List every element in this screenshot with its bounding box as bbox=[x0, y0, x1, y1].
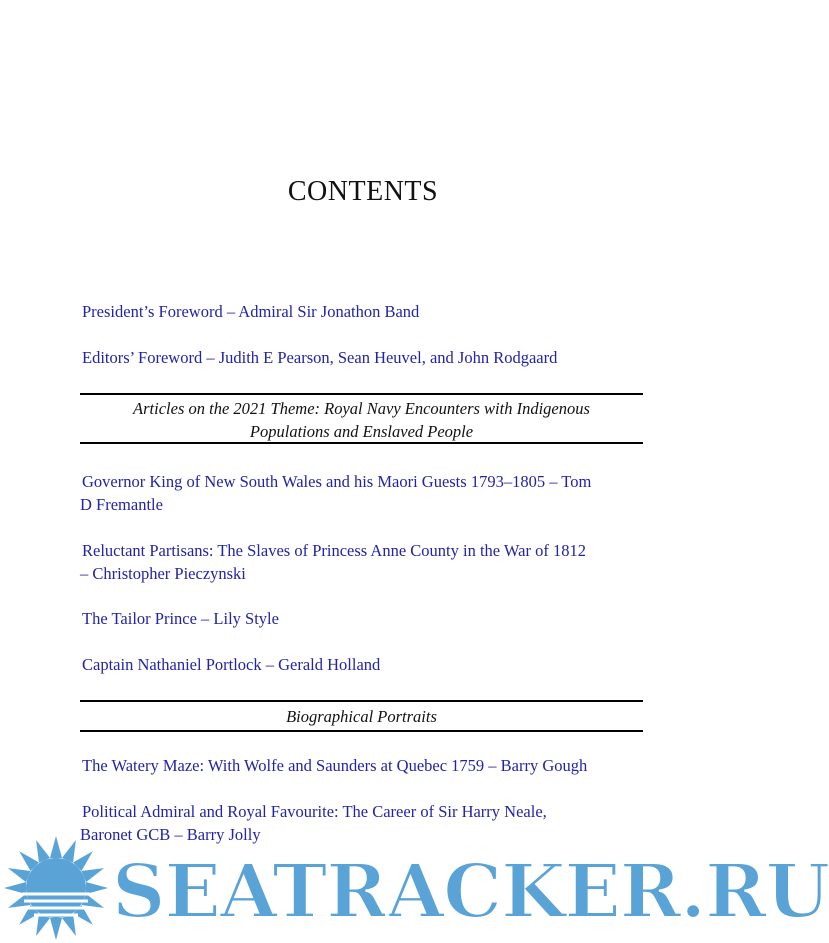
toc-entry-text-cont: Baronet GCB – Barry Jolly bbox=[80, 825, 261, 844]
toc-entry-tailor-prince[interactable] bbox=[80, 607, 645, 630]
page-title: CONTENTS bbox=[287, 176, 439, 207]
toc-entry-text: Editors’ Foreword – Judith E Pearson, Sean Heuvel, and John Rodgaard bbox=[82, 348, 558, 367]
section-header-biographical-portraits bbox=[80, 700, 643, 732]
toc-entry-text: Captain Nathaniel Portlock – Gerald Holland bbox=[82, 655, 381, 674]
toc-entry-editors-foreword[interactable] bbox=[80, 346, 645, 369]
toc-entry-governor-king[interactable] bbox=[80, 470, 645, 516]
toc-entry-text-cont: D Fremantle bbox=[80, 495, 163, 514]
sun-icon bbox=[4, 836, 108, 940]
toc-entry-reluctant-partisans[interactable] bbox=[80, 539, 645, 585]
toc-entry-text-cont: – Christopher Pieczynski bbox=[80, 564, 246, 583]
toc-entry-text: The Watery Maze: With Wolfe and Saunders at Quebec 1759 – Barry Gough bbox=[82, 756, 588, 775]
section-header-line: Populations and Enslaved People bbox=[249, 422, 474, 441]
toc-entry-presidents-foreword[interactable] bbox=[80, 300, 645, 323]
toc-entry-text: Political Admiral and Royal Favourite: The Career of Sir Harry Neale, bbox=[82, 802, 547, 821]
toc-entry-text: President’s Foreword – Admiral Sir Jonathon Band bbox=[82, 302, 420, 321]
section-header-2021-theme bbox=[80, 393, 643, 444]
toc-entry-text: Reluctant Partisans: The Slaves of Princess Anne County in the War of 1812 bbox=[82, 541, 586, 560]
watermark-text: SEATRACKER.RU bbox=[112, 849, 829, 935]
toc-entry-nathaniel-portlock[interactable] bbox=[80, 653, 645, 676]
toc-entry-text: The Tailor Prince – Lily Style bbox=[82, 609, 279, 628]
section-header-line: Articles on the 2021 Theme: Royal Navy Encounters with Indigenous bbox=[133, 399, 590, 418]
section-header-line: Biographical Portraits bbox=[286, 707, 437, 726]
toc-entry-watery-maze[interactable] bbox=[80, 754, 645, 777]
toc-entry-text: Governor King of New South Wales and his Maori Guests 1793–1805 – Tom bbox=[82, 472, 592, 491]
